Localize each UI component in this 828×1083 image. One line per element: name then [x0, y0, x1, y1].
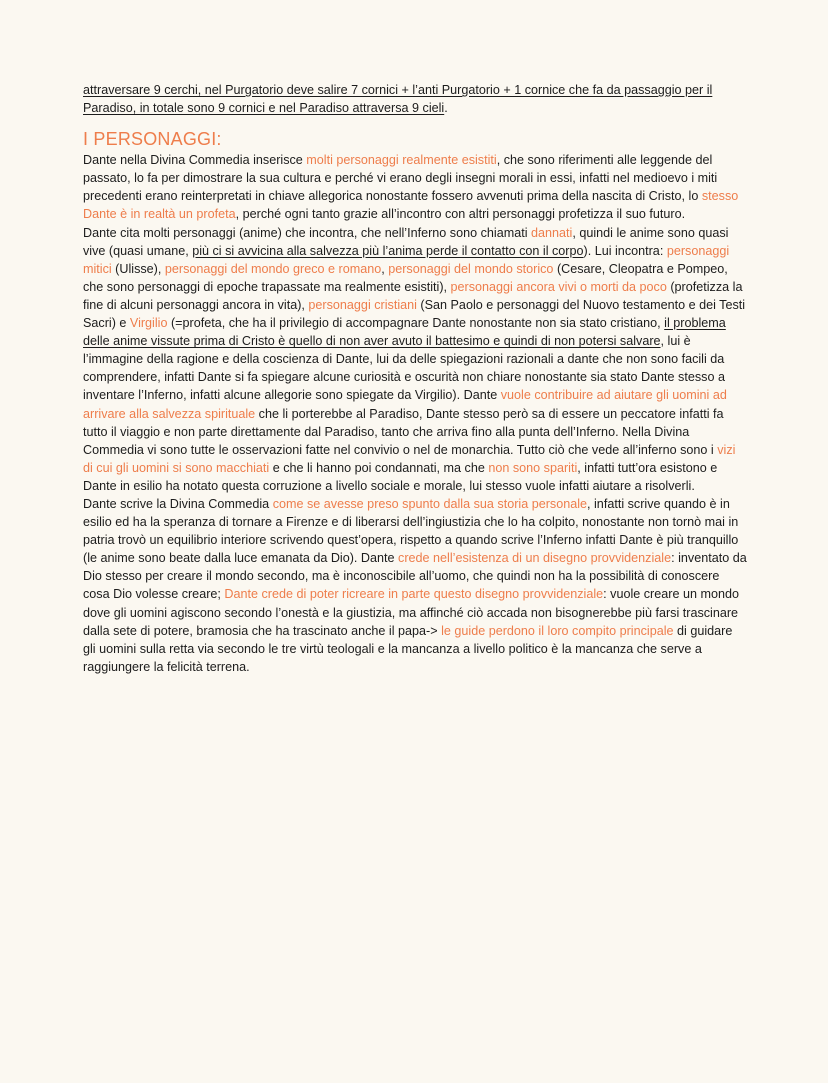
highlighted-text: crede nell’esistenza di un disegno provvidenziale [398, 551, 672, 566]
highlighted-text: come se avesse preso spunto dalla sua storia personale [272, 496, 588, 511]
highlighted-text: stesso Dante è in realtà un profeta [83, 189, 739, 222]
intro-paragraph: attraversare 9 cerchi, nel Purgatorio deve salire 7 cornici + l’anti Purgatorio + 1 cornice che fa da passaggio per il Paradiso, in totale sono 9 cornici e nel Paradiso attraversa 9 cieli. [83, 83, 713, 116]
highlighted-text: personaggi ancora vivi o morti da poco [450, 279, 667, 294]
highlighted-text: vizi di cui gli uomini si sono macchiati [83, 442, 736, 475]
paragraph-3: Dante scrive la Divina Commedia come se avesse preso spunto dalla sua storia personale, infatti scrive quando è in esilio ed ha la speranza di tornare a Firenze e di liberarsi dell’ingiustizia che lo ha colpito, nonostante non tornò mai in patria trovò un equilibrio interiore scrivendo quest’opera, rispetto a quando scrive l’Inferno infatti Dante è più tranquillo (le anime sono beate dalla luce emanata da Dio). Dante crede nell’esistenza di un disegno provvidenziale: inventato da Dio stesso per creare il mondo secondo, ma è inconoscibile all’uomo, che quindi non ha la possibilità di conoscere cosa Dio volesse creare; Dante crede di poter ricreare in parte questo disegno provvidenziale: vuole creare un mondo dove gli uomini agiscono secondo l’onestà e la giustizia, ma affinché ciò accada non bisognerebbe più farsi trascinare dalla sete di potere, bramosia che ha trascinato anche il papa-> le guide perdono il loro compito principale di guidare gli uomini sulla retta via secondo le tre virtù teologali e la mancanza a livello politico è la mancanza che serve a raggiungere la felicità terrena. [83, 496, 747, 674]
highlighted-text: dannati [531, 225, 573, 240]
section-title: I PERSONAGGI: [83, 129, 222, 150]
highlighted-text: non sono spariti [488, 460, 578, 475]
highlighted-text: personaggi del mondo greco e romano [164, 261, 382, 276]
highlighted-text: Dante crede di poter ricreare in parte questo disegno provvidenziale [224, 587, 604, 602]
highlighted-text: personaggi mitici [83, 243, 730, 276]
underlined-text: attraversare 9 cerchi, nel Purgatorio deve salire 7 cornici + l’anti Purgatorio + 1 cornice che fa da passaggio per il Paradiso, in totale sono 9 cornici e nel Paradiso attraversa 9 cieli [83, 83, 713, 116]
highlighted-text: personaggi cristiani [308, 297, 417, 312]
paragraph-1: Dante nella Divina Commedia inserisce molti personaggi realmente esistiti, che sono riferimenti alle leggende del passato, lo fa per dimostrare la sua cultura e perché vi erano degli insegni morali in essi, infatti nel medioevo i miti precedenti erano reinterpretati in chiave allegorica nonostante fossero avvenuti prima della nascita di Cristo, lo stesso Dante è in realtà un profeta, perché ogni tanto grazie all’incontro con altri personaggi profetizza il suo futuro. [83, 153, 739, 222]
document-body [83, 81, 748, 676]
highlighted-text: Virgilio [129, 316, 168, 331]
underlined-text: il problema delle anime vissute prima di Cristo è quello di non aver avuto il battesimo e quindi di non potersi salvare [83, 316, 726, 349]
highlighted-text: personaggi del mondo storico [388, 261, 554, 276]
highlighted-text: vuole contribuire ad aiutare gli uomini ad arrivare alla salvezza spirituale [83, 388, 727, 421]
highlighted-text: molti personaggi realmente esistiti [306, 153, 497, 168]
highlighted-text: le guide perdono il loro compito principale [441, 623, 674, 638]
paragraph-2: Dante cita molti personaggi (anime) che incontra, che nell’Inferno sono chiamati dannati, quindi le anime sono quasi vive (quasi umane, più ci si avvicina alla salvezza più l’anima perde il contatto con il corpo). Lui incontra: personaggi mitici (Ulisse), personaggi del mondo greco e romano, personaggi del mondo storico (Cesare, Cleopatra e Pompeo, che sono personaggi di epoche trapassate ma realmente esistiti), personaggi ancora vivi o morti da poco (profetizza la fine di alcuni personaggi ancora in vita), personaggi cristiani (San Paolo e personaggi del Nuovo testamento e dei Testi Sacri) e Virgilio (=profeta, che ha il privilegio di accompagnare Dante nonostante non sia stato cristiano, il problema delle anime vissute prima di Cristo è quello di non aver avuto il battesimo e quindi di non potersi salvare, lui è l’immagine della ragione e della coscienza di Dante, lui da delle spiegazioni razionali a dante che non sono facili da comprendere, infatti Dante si fa spiegare alcune curiosità e oscurità non chiare nonostante sia stato Dante stesso a inventare l’Inferno, infatti alcune allegorie sono spiegate da Virgilio). Dante vuole contribuire ad aiutare gli uomini ad arrivare alla salvezza spirituale che li porterebbe al Paradiso, Dante stesso però sa di essere un peccatore infatti fa tutto il viaggio e non parte direttamente dal Paradiso, tanto che arriva fino alla punta dell’Inferno. Nella Divina Commedia vi sono tutte le osservazioni fatte nel convivio o nel de monarchia. Tutto ciò che vede all’inferno sono i vizi di cui gli uomini si sono macchiati e che li hanno poi condannati, ma che non sono spariti, infatti tutt’ora esistono e Dante in esilio ha notato questa corruzione a livello sociale e morale, lui stesso vuole infatti aiutare a risolverli. [83, 225, 746, 493]
underlined-text: più ci si avvicina alla salvezza più l’anima perde il contatto con il corpo [192, 243, 584, 258]
